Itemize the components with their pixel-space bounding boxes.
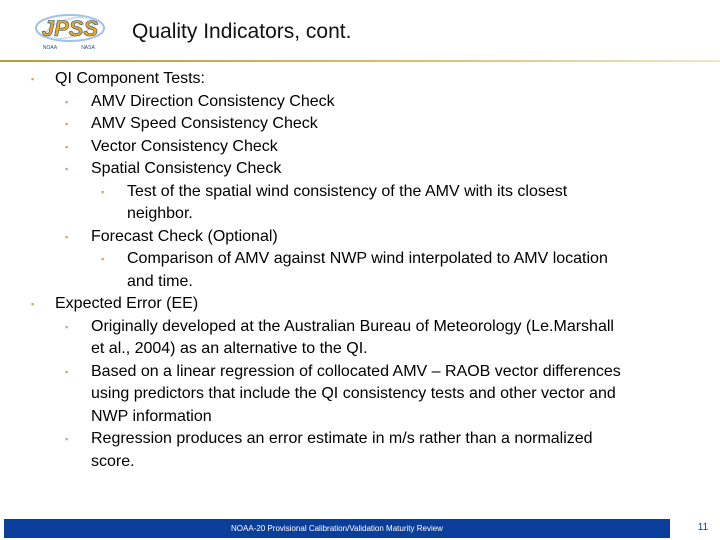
bullet-text: Test of the spatial wind consistency of the AMV with its closest neighbor.: [127, 182, 568, 222]
bullet-item: [0, 91, 631, 114]
bullet-text: AMV Direction Consistency Check: [91, 92, 335, 110]
bullet-text: Expected Error (EE): [55, 295, 199, 312]
slide-title: Quality Indicators, cont.: [132, 20, 352, 43]
bullet-marker-icon: ▪: [65, 321, 69, 332]
bullet-text: AMV Speed Consistency Check: [91, 115, 318, 132]
bullet-text: QI Component Tests:: [55, 70, 205, 87]
bullet-item: [0, 181, 637, 226]
bullet-marker-icon: ▪: [101, 186, 105, 197]
bullet-item: [0, 361, 631, 429]
bullet-marker-icon: ▪: [65, 434, 69, 444]
bullet-item: [0, 316, 631, 361]
bullet-marker-icon: ▪: [65, 164, 69, 174]
bullet-text: Vector Consistency Check: [91, 137, 278, 155]
footer-text: NOAA-20 Provisional Calibration/Validation Maturity Review: [231, 524, 443, 533]
bullet-item: [0, 226, 631, 249]
logo-sub-right: NASA: [81, 45, 95, 51]
bullet-item: [0, 293, 675, 316]
bullet-text: Comparison of AMV against NWP wind interpolated to AMV location and time.: [127, 250, 608, 290]
bullet-list: [0, 68, 720, 473]
bullet-marker-icon: ▪: [65, 119, 69, 129]
bullet-item: [0, 113, 631, 136]
bullet-item: [0, 136, 631, 159]
bullet-item: [0, 158, 631, 181]
bullet-marker-icon: ▪: [101, 254, 105, 264]
bullet-marker-icon: ▪: [65, 231, 69, 242]
bullet-text: Based on a linear regression of collocated AMV – RAOB vector differences using predictors that include the QI consistency tests and other vector and NWP information: [91, 362, 621, 425]
logo-sub-left: NOAA: [42, 45, 58, 51]
bullet-marker-icon: ▪: [65, 141, 69, 152]
bullet-text: Forecast Check (Optional): [91, 227, 278, 245]
jpss-logo: [30, 8, 110, 54]
footer-bar: [4, 519, 670, 538]
bullet-marker-icon: ▪: [31, 74, 35, 84]
bullet-item: [0, 68, 675, 91]
bullet-marker-icon: ▪: [65, 366, 69, 377]
bullet-text: Regression produces an error estimate in m/s rather than a normalized score.: [91, 430, 593, 470]
page-number: 11: [697, 522, 709, 533]
bullet-item: [0, 248, 637, 293]
bullet-item: [0, 428, 631, 473]
logo-main-text: JPSS: [41, 16, 99, 41]
bullet-marker-icon: ▪: [31, 299, 35, 309]
title-divider: [0, 60, 720, 62]
bullet-marker-icon: ▪: [65, 96, 69, 107]
bullet-text: Originally developed at the Australian Bureau of Meteorology (Le.Marshall et al., 2004) as an alternative to the QI.: [91, 317, 614, 357]
bullet-text: Spatial Consistency Check: [91, 160, 282, 177]
